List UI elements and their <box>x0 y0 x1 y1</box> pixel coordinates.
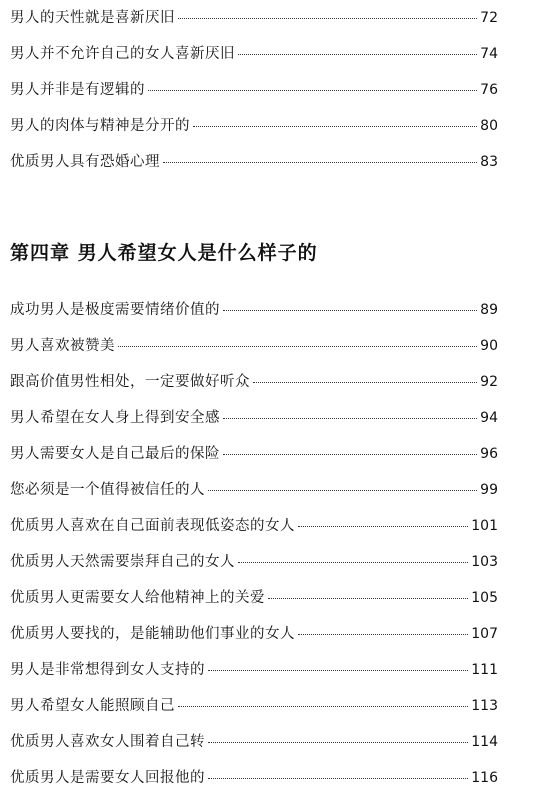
toc-entry-title: 优质男人是需要女人回报他的 <box>10 770 205 786</box>
toc-entry-title: 优质男人具有恐婚心理 <box>10 154 160 170</box>
toc-entry-title: 优质男人要找的，是能辅助他们事业的女人 <box>10 626 295 642</box>
toc-entry-title: 男人的肉体与精神是分开的 <box>10 118 190 134</box>
dot-leader <box>223 418 477 419</box>
dot-leader <box>178 18 477 19</box>
toc-entry-page: 89 <box>480 302 498 318</box>
toc-entry[interactable] <box>10 514 498 550</box>
toc-entry-page: 107 <box>471 626 498 642</box>
toc-list-section-2 <box>10 298 498 802</box>
toc-entry-title: 男人喜欢被赞美 <box>10 338 115 354</box>
toc-entry[interactable] <box>10 442 498 478</box>
toc-entry-page: 101 <box>471 518 498 534</box>
dot-leader <box>163 162 477 163</box>
toc-entry-title: 优质男人喜欢女人围着自己转 <box>10 734 205 750</box>
dot-leader <box>193 126 477 127</box>
toc-entry-title: 男人并不允许自己的女人喜新厌旧 <box>10 46 235 62</box>
dot-leader <box>208 490 477 491</box>
toc-entry[interactable] <box>10 334 498 370</box>
toc-entry-title: 男人是非常想得到女人支持的 <box>10 662 205 678</box>
toc-entry[interactable] <box>10 730 498 766</box>
dot-leader <box>208 778 468 779</box>
toc-entry-page: 99 <box>480 482 498 498</box>
toc-entry[interactable] <box>10 114 498 150</box>
dot-leader <box>223 310 477 311</box>
dot-leader <box>298 634 468 635</box>
dot-leader <box>148 90 477 91</box>
toc-list-section-1 <box>10 6 498 186</box>
toc-entry-page: 83 <box>480 154 498 170</box>
toc-entry-page: 72 <box>480 10 498 26</box>
dot-leader <box>253 382 477 383</box>
dot-leader <box>208 742 468 743</box>
toc-entry[interactable] <box>10 78 498 114</box>
toc-entry-page: 96 <box>480 446 498 462</box>
toc-entry-page: 76 <box>480 82 498 98</box>
toc-entry[interactable] <box>10 550 498 586</box>
toc-entry-title: 男人需要女人是自己最后的保险 <box>10 446 220 462</box>
toc-entry[interactable] <box>10 370 498 406</box>
dot-leader <box>298 526 468 527</box>
toc-entry[interactable] <box>10 150 498 186</box>
dot-leader <box>268 598 468 599</box>
toc-entry-title: 优质男人更需要女人给他精神上的关爱 <box>10 590 265 606</box>
dot-leader <box>178 706 468 707</box>
toc-entry-page: 103 <box>471 554 498 570</box>
toc-entry[interactable] <box>10 766 498 802</box>
toc-entry-page: 74 <box>480 46 498 62</box>
toc-entry[interactable] <box>10 42 498 78</box>
toc-entry-title: 您必须是一个值得被信任的人 <box>10 482 205 498</box>
toc-entry[interactable] <box>10 298 498 334</box>
toc-entry-title: 男人的天性就是喜新厌旧 <box>10 10 175 26</box>
toc-entry[interactable] <box>10 6 498 42</box>
toc-entry-page: 80 <box>480 118 498 134</box>
toc-entry[interactable] <box>10 586 498 622</box>
toc-entry-title: 男人希望女人能照顾自己 <box>10 698 175 714</box>
toc-entry-page: 114 <box>471 734 498 750</box>
toc-entry[interactable] <box>10 694 498 730</box>
dot-leader <box>208 670 468 671</box>
toc-entry[interactable] <box>10 406 498 442</box>
toc-entry-page: 113 <box>471 698 498 714</box>
toc-entry-page: 90 <box>480 338 498 354</box>
dot-leader <box>118 346 477 347</box>
dot-leader <box>223 454 477 455</box>
toc-entry-page: 94 <box>480 410 498 426</box>
dot-leader <box>238 54 477 55</box>
toc-entry-title: 男人并非是有逻辑的 <box>10 82 145 98</box>
toc-entry-title: 优质男人喜欢在自己面前表现低姿态的女人 <box>10 518 295 534</box>
dot-leader <box>238 562 468 563</box>
toc-entry[interactable] <box>10 658 498 694</box>
toc-entry[interactable] <box>10 478 498 514</box>
toc-entry-title: 跟高价值男性相处，一定要做好听众 <box>10 374 250 390</box>
toc-entry-page: 116 <box>471 770 498 786</box>
toc-entry[interactable] <box>10 622 498 658</box>
toc-entry-title: 男人希望在女人身上得到安全感 <box>10 410 220 426</box>
toc-entry-title: 优质男人天然需要崇拜自己的女人 <box>10 554 235 570</box>
toc-entry-title: 成功男人是极度需要情绪价值的 <box>10 302 220 318</box>
toc-entry-page: 105 <box>471 590 498 606</box>
chapter-heading: 第四章 男人希望女人是什么样子的 <box>10 242 318 264</box>
toc-entry-page: 92 <box>480 374 498 390</box>
toc-entry-page: 111 <box>471 662 498 678</box>
